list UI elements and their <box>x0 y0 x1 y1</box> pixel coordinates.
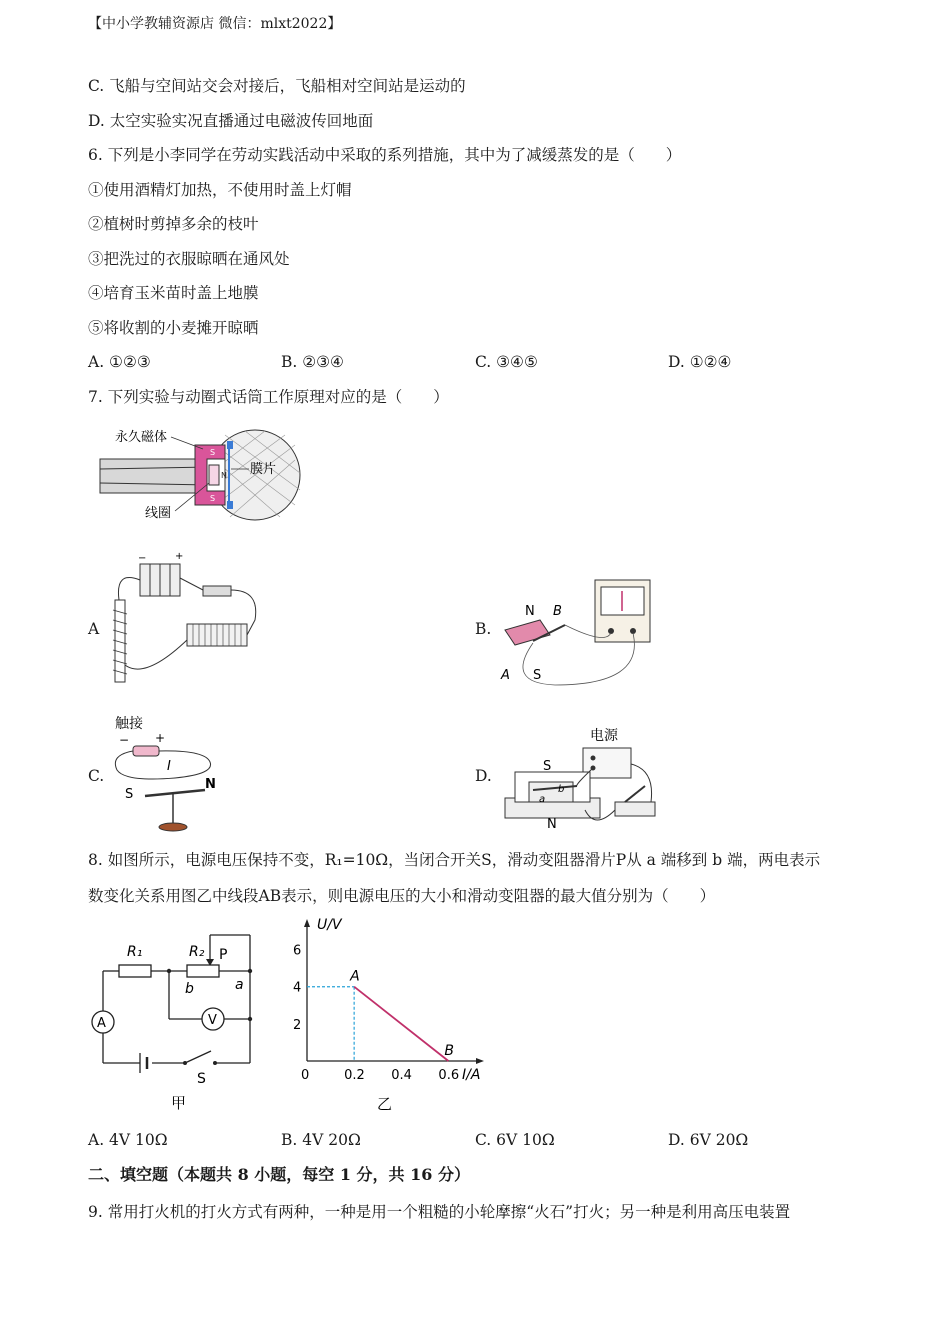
q6-option-d: D. ①②④ <box>668 353 732 371</box>
header-watermark: 【中小学教辅资源店 微信：mlxt2022】 <box>88 16 342 32</box>
q6-option-a: A. ①②③ <box>88 353 151 371</box>
x-axis-arrow <box>476 1058 484 1064</box>
y-tick-label: 2 <box>293 1017 302 1033</box>
switch-d <box>615 802 655 816</box>
fig-b-n: N <box>525 604 535 619</box>
q7-option-d-label: D. <box>475 767 492 785</box>
cell-c <box>133 746 159 756</box>
mic-n: N <box>221 471 227 480</box>
mic-s-bottom: S <box>210 494 216 503</box>
rheostat-r2 <box>187 965 219 977</box>
caption-yi: 乙 <box>377 1095 393 1113</box>
horseshoe-magnet <box>505 620 550 645</box>
mic-handle <box>100 459 210 493</box>
q8-graph-yi <box>285 915 485 1115</box>
q8-circuit-jia <box>85 925 270 1115</box>
label-r1: R₁ <box>127 944 143 960</box>
fig-d-s: S <box>543 759 552 774</box>
mic-s-top: S <box>210 448 216 457</box>
fig-d-power: 电源 <box>590 728 618 744</box>
fig-c-n: N <box>205 777 216 792</box>
fig-c-s: S <box>125 787 134 802</box>
x-tick-label: 0.2 <box>344 1068 365 1083</box>
mic-label-diaphragm: 膜片 <box>250 462 277 477</box>
q8-option-a: A. 4V 10Ω <box>88 1131 168 1149</box>
y-axis-label: U/V <box>317 917 342 933</box>
q9-stem: 9. 常用打火机的打火方式有两种，一种是用一个粗糙的小轮摩擦“火石”打火；另一种是利用高压电装置 <box>88 1203 791 1221</box>
q7-stem: 7. 下列实验与动圈式话筒工作原理对应的是（ ） <box>88 388 449 406</box>
q6-item-2: ②植树时剪掉多余的枝叶 <box>88 215 259 233</box>
fig-c-minus: − <box>119 733 130 747</box>
coil <box>209 465 219 485</box>
x-tick-label: 0 <box>301 1068 310 1083</box>
label-b: b <box>185 981 194 997</box>
wire-loop-c <box>115 751 210 779</box>
switch-a <box>203 586 231 596</box>
q5-option-d: D. 太空实验实况直播通过电磁波传回地面 <box>88 112 374 130</box>
mic-label-coil: 线圈 <box>145 506 172 521</box>
mic-label-magnet: 永久磁体 <box>115 430 168 445</box>
q6-item-3: ③把洗过的衣服晾晒在通风处 <box>88 250 290 268</box>
q8-stem-line2: 数变化关系用图乙中线段AB表示，则电源电压的大小和滑动变阻器的最大值分别为（ ） <box>88 887 716 905</box>
y-tick-label: 6 <box>293 943 302 959</box>
microphone-figure <box>95 425 305 525</box>
series-line-ab <box>354 987 448 1061</box>
fig-c-touch: 触接 <box>115 716 143 732</box>
label-a: a <box>235 977 244 993</box>
q8-stem-line1: 8. 如图所示，电源电压保持不变，R₁=10Ω，当闭合开关S，滑动变阻器滑片P从 a 端移到 b 端，两电表示 <box>88 851 821 869</box>
ammeter-label: A <box>97 1016 106 1031</box>
fig-d-b: b <box>558 784 565 795</box>
q6-item-5: ⑤将收割的小麦摊开晾晒 <box>88 319 259 337</box>
q7-figure-b-induction <box>495 575 665 690</box>
fig-d-a: a <box>539 794 546 805</box>
q7-figure-a-electromagnet <box>105 550 270 690</box>
q7-option-c-label: C. <box>88 767 105 785</box>
resistor-r1 <box>119 965 151 977</box>
q7-option-b-label: B. <box>475 620 492 638</box>
svg-text:+: + <box>175 551 184 562</box>
x-tick-label: 0.4 <box>391 1068 412 1083</box>
fig-d-n: N <box>547 817 557 832</box>
compass-needle <box>145 790 205 796</box>
caption-jia: 甲 <box>171 1094 187 1112</box>
q6-stem: 6. 下列是小李同学在劳动实践活动中采取的系列措施，其中为了减缓蒸发的是（ ） <box>88 146 682 164</box>
q7-figure-c-oersted <box>105 710 240 835</box>
q6-item-4: ④培育玉米苗时盖上地膜 <box>88 284 259 302</box>
fig-b-b: B <box>553 604 562 619</box>
switch-label: S <box>197 1071 206 1087</box>
q6-item-1: ①使用酒精灯加热，不使用时盖上灯帽 <box>88 181 352 199</box>
fig-c-current: I <box>167 759 171 774</box>
fig-c-plus: + <box>155 731 166 745</box>
q8-option-d: D. 6V 20Ω <box>668 1131 749 1149</box>
q8-option-b: B. 4V 20Ω <box>281 1131 361 1149</box>
y-tick-label: 4 <box>293 980 302 996</box>
label-r2: R₂ <box>189 944 205 960</box>
x-tick-label: 0.6 <box>438 1068 460 1083</box>
q7-figure-d-motor <box>495 720 670 835</box>
y-axis-arrow <box>304 919 310 927</box>
svg-text:−: − <box>138 553 147 564</box>
q5-option-c: C. 飞船与空间站交会对接后，飞船相对空间站是运动的 <box>88 77 466 95</box>
voltmeter-label: V <box>208 1013 217 1028</box>
label-p: P <box>219 947 228 963</box>
fig-b-a: A <box>501 668 510 683</box>
x-axis-label: I/A <box>462 1067 481 1083</box>
fig-b-s: S <box>533 668 542 683</box>
q7-option-a-label: A <box>88 620 100 638</box>
switch-s <box>185 1051 211 1063</box>
q6-option-c: C. ③④⑤ <box>475 353 538 371</box>
point-label-a: A <box>350 968 360 985</box>
q8-option-c: C. 6V 10Ω <box>475 1131 555 1149</box>
section2-title: 二、填空题（本题共 8 小题，每空 1 分，共 16 分） <box>88 1165 470 1184</box>
q6-option-b: B. ②③④ <box>281 353 344 371</box>
point-label-b: B <box>444 1043 455 1059</box>
